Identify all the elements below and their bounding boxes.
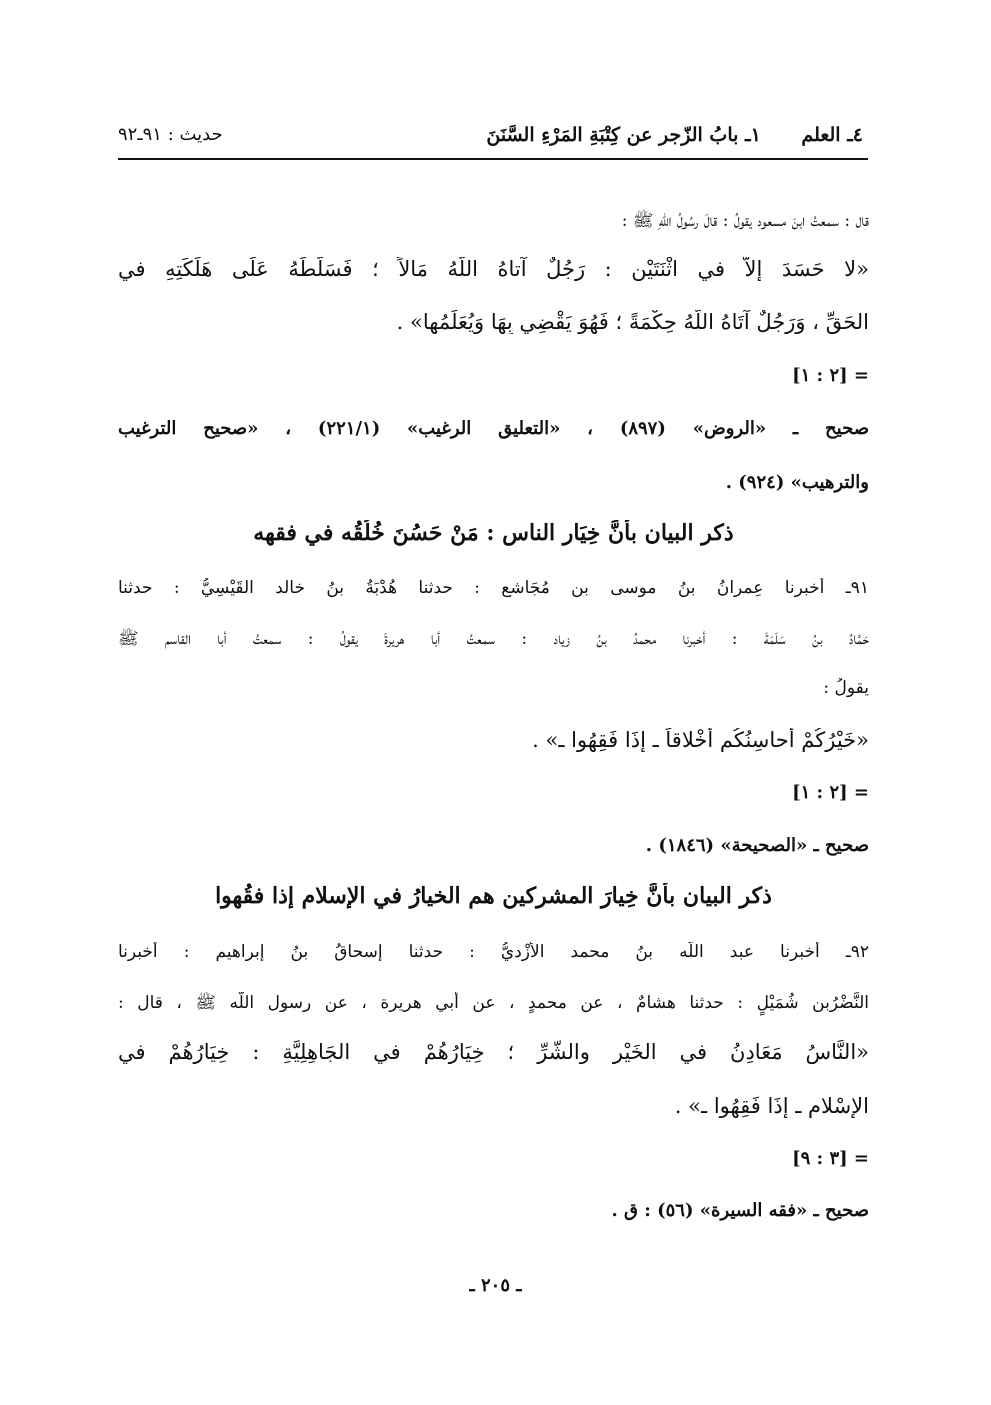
chapter-title: ٤ـ العلم bbox=[801, 124, 863, 146]
grading-line: والترهيب» (٩٢٤) . bbox=[725, 472, 869, 493]
chapter-heading: ذكر البيان بأنَّ خِيَار الناس : مَنْ حَسُنَ خُلُقُه في فقهه bbox=[253, 520, 734, 546]
isnad-line: النَّضْرُبن شُمَيْلٍ : حدثنا هشامٌ ، عن محمدٍ ، عن أبي هريرة ، عن رسول اللّه ﷺ ، قال : bbox=[118, 993, 869, 1013]
isnad-line: ٩٢ـ أخبرنا عبد اللّه بنُ محمد الأزْديُّ : حدثنا إسحاقُ بنُ إبراهيم : أخبرنا bbox=[118, 942, 869, 962]
cross-reference: = [٢ : ١] bbox=[792, 365, 869, 386]
cross-reference: = [٢ : ١] bbox=[792, 782, 869, 803]
narration-intro: قال : سمعتُ ابنَ مسعود يقولُ : قالَ رسُولُ اللّهِ ﷺ : bbox=[621, 211, 869, 231]
hadith-text-line: «لا حَسَدَ إلاّ في اثْنَتَيْنِ : رَجُلٌ آتاهُ اللّهُ مَالاً ؛ فَسَلَّطَهُ عَلَى هَلَكَتِهِ في bbox=[118, 257, 869, 281]
chapter-heading: ذكر البيان بأنَّ خِيارَ المشركين هم الخيارُ في الإسلام إذا فقُهوا bbox=[215, 883, 772, 909]
isnad-line: حَمَّادُ بنُ سَلَمَةَ : أخبرنا محمدُ بنُ زياد : سمعتُ أبا هريرةَ يقولُ : سمعتُ أبا القاسم ﷺ bbox=[118, 629, 869, 649]
section-title: ١ـ بابُ الزّجر عن كِتْبَةِ المَرْءِ السَّنَنَ bbox=[486, 124, 761, 146]
page-number: ـ ٢٠٥ ـ bbox=[469, 1275, 522, 1296]
header-rule bbox=[118, 158, 868, 160]
hadith-text-line: «النَّاسُ مَعَادِنُ في الخَيْرِ والشَّرِّ ؛ خِيَارُهُمْ في الجَاهِلِيَّةِ : خِيَارُهُمْ في bbox=[118, 1040, 869, 1064]
grading-line: صحيح ـ «الروض» (٨٩٧) ، «التعليق الرغيب» (٢٢١/١) ، «صحيح الترغيب bbox=[118, 418, 869, 439]
hadith-text-line: الإسْلامِ ـ إذَا فَقِهُوا ـ» . bbox=[674, 1094, 869, 1118]
running-header bbox=[486, 120, 863, 150]
hadith-range: حديث : ٩١ـ٩٢ bbox=[118, 124, 223, 145]
isnad-line: ٩١ـ أخبرنا عِمرانُ بنُ موسى بن مُجَاشع : حدثنا هُدْبَةُ بنُ خالد القَيْسِيُّ : حدثنا bbox=[118, 578, 869, 598]
grading-line: صحيح ـ «الصحيحة» (١٨٤٦) . bbox=[645, 835, 869, 856]
hadith-text-line: «خَيْرُكُمْ أحاسِنُكُم أَخْلاقاً ـ إذَا فَقِهُوا ـ» . bbox=[532, 728, 869, 752]
grading-line: صحيح ـ «فقه السيرة» (٥٦) : ق . bbox=[611, 1200, 869, 1221]
hadith-text-line: الحَقِّ ، وَرَجُلٌ آتَاهُ اللّهُ حِكْمَةً ؛ فَهُوَ يَقْضِي بِهَا وَيُعَلِّمُها» . bbox=[396, 310, 869, 334]
cross-reference: = [٣ : ٩] bbox=[792, 1148, 869, 1169]
isnad-line: يقولُ : bbox=[823, 678, 869, 698]
